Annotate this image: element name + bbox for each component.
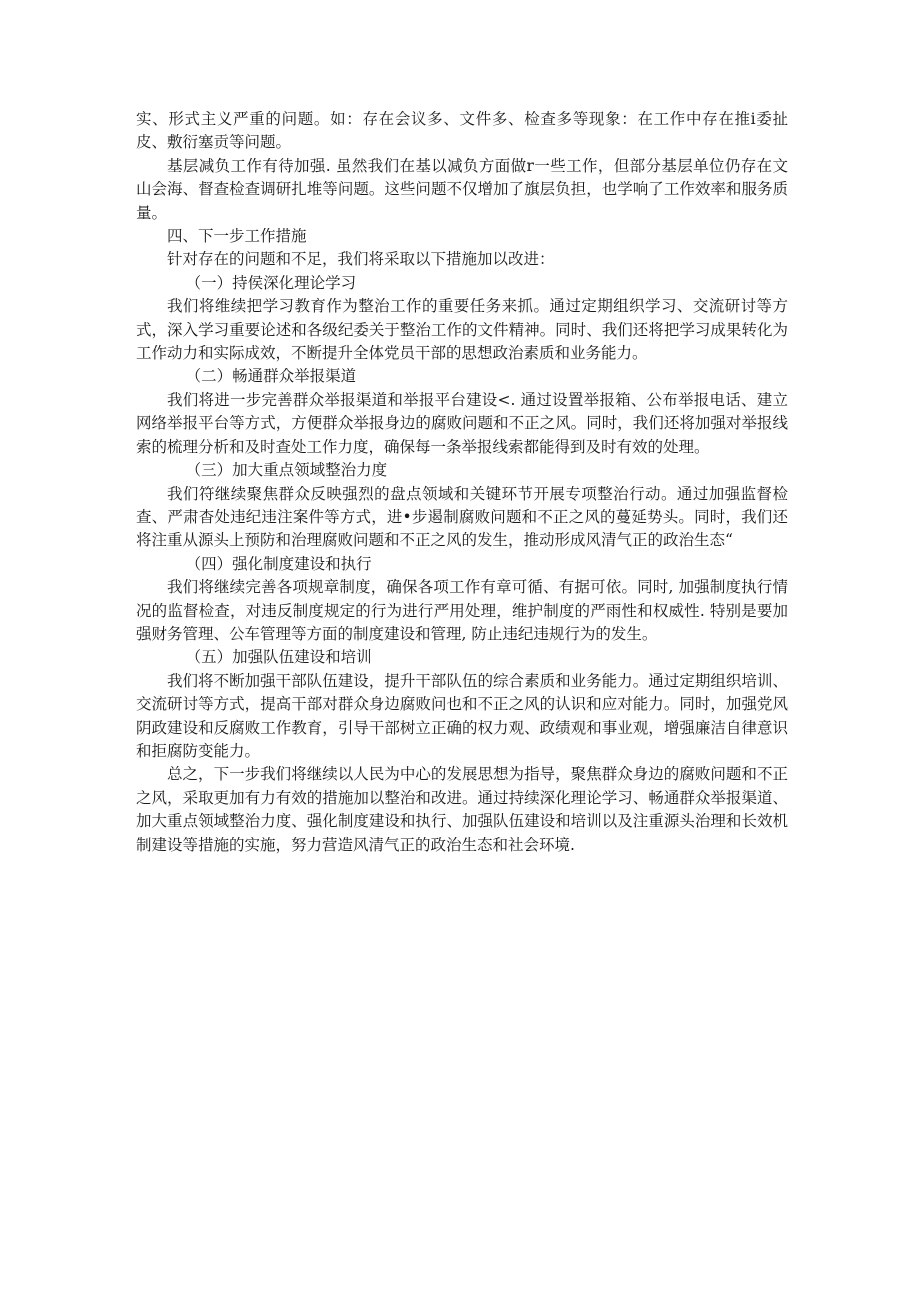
paragraph-intro-measures: 针对存在的问题和不足，我们将采取以下措施加以改进： [167, 250, 555, 269]
paragraph-burden-reduction: 基层减负工作有待加强. 虽然我们在基以减负方面做r一些工作，但部分基层单位仍存在文山会海、督查检查调研扎堆等问题。这些问题不仅增加了旗层负担，也学响了工作效率和服务质量。 [136, 156, 788, 222]
paragraph-conclusion: 总之，下一步我们将继续以人民为中心的发展思想为指导，聚焦群众身边的腐败问题和不正之风，采取更加有力有效的措施加以整治和改进。通过持续深化理论学习、畅通群众举报渠道、加大重点领域整治力度、强化制度建设和执行、加强队伍建设和培训以及注重源头治理和长效机制建设等措施的实施，努力营造风清气正的政治生态和社会环境. [136, 765, 788, 854]
document-body [136, 108, 788, 857]
paragraph-institution-building: 我们将继续完善各项规章制度，确保各项工作有章可循、有据可依。同时, 加强制度执行情况的监督检查，对违反制度规定的行为进行严用处理，维护制度的严雨性和权威性. 特别是要加强财务管理、公车管理等方面的制度建设和管理, 防止违纪违规行为的发生。 [136, 578, 788, 643]
subheading-institution-building: （四）强化制度建设和执行 [185, 554, 372, 573]
paragraph-theory-study: 我们将维续把学习教育作为整治工作的重要任务来抓。通过定期组织学习、交流研讨等方式，深入学习重要论述和各级纪委关于整治工作的文件精神。同时、我们还将把学习成果转化为工作动力和实际成效，不断提升全体党员干部的思想政治素质和业务能力。 [136, 297, 788, 363]
paragraph-team-training: 我们将不断加强干部队伍建设，提升干部队伍的综合素质和业务能力。通过定期组织培训、交流研讨等方式，提高干部对群众身边腐败问也和不正之风的认识和应对能力。同时，加强党风阴政建设和反腐败工作教育，引导干部树立正确的权力观、政绩观和事业观，增强廉洁自律意识和拒腐防变能力。 [136, 671, 788, 760]
section-heading-next-steps: 四、下一步工作措施 [167, 227, 307, 246]
subheading-theory-study: （一）持侯深化理论学习 [185, 273, 357, 292]
paragraph-continuation: 实、形式主义严重的问题。如：存在会议多、文件多、检查多等现象：在工作中存在推i委扯皮、敷衍塞贡等问题。 [136, 110, 788, 152]
subheading-key-areas: （三）加大重点领域整治力度 [185, 461, 388, 480]
paragraph-key-areas: 我们符继续聚焦群众反映强烈的盘点领域和关键环节开展专项整治行动。通过加强监督检查、严肃杳处违纪违注案件等方式，进•步遏制腐败问题和不正之风的蔓延势头。同时，我们还将注重从源头上预防和治理腐败问题和不正之风的发生，推动形成风清气正的政治生态“ [136, 484, 788, 550]
subheading-team-training: （五）加强队伍建设和培训 [185, 648, 372, 667]
subheading-reporting-channels: （二）畅通群众举报渠道 [185, 367, 357, 386]
paragraph-reporting-channels: 我们将进一步完善群众举报渠道和举报平台建设<. 通过设置举报箱、公布举报电话、建立网络举报平台等方式，方便群众举报身边的腐败问题和不正之风。同时，我们还将加强对举报线索的梳理分析和及时查处工作力度，确保每一条举报线索都能得到及时有效的处理。 [136, 390, 788, 456]
